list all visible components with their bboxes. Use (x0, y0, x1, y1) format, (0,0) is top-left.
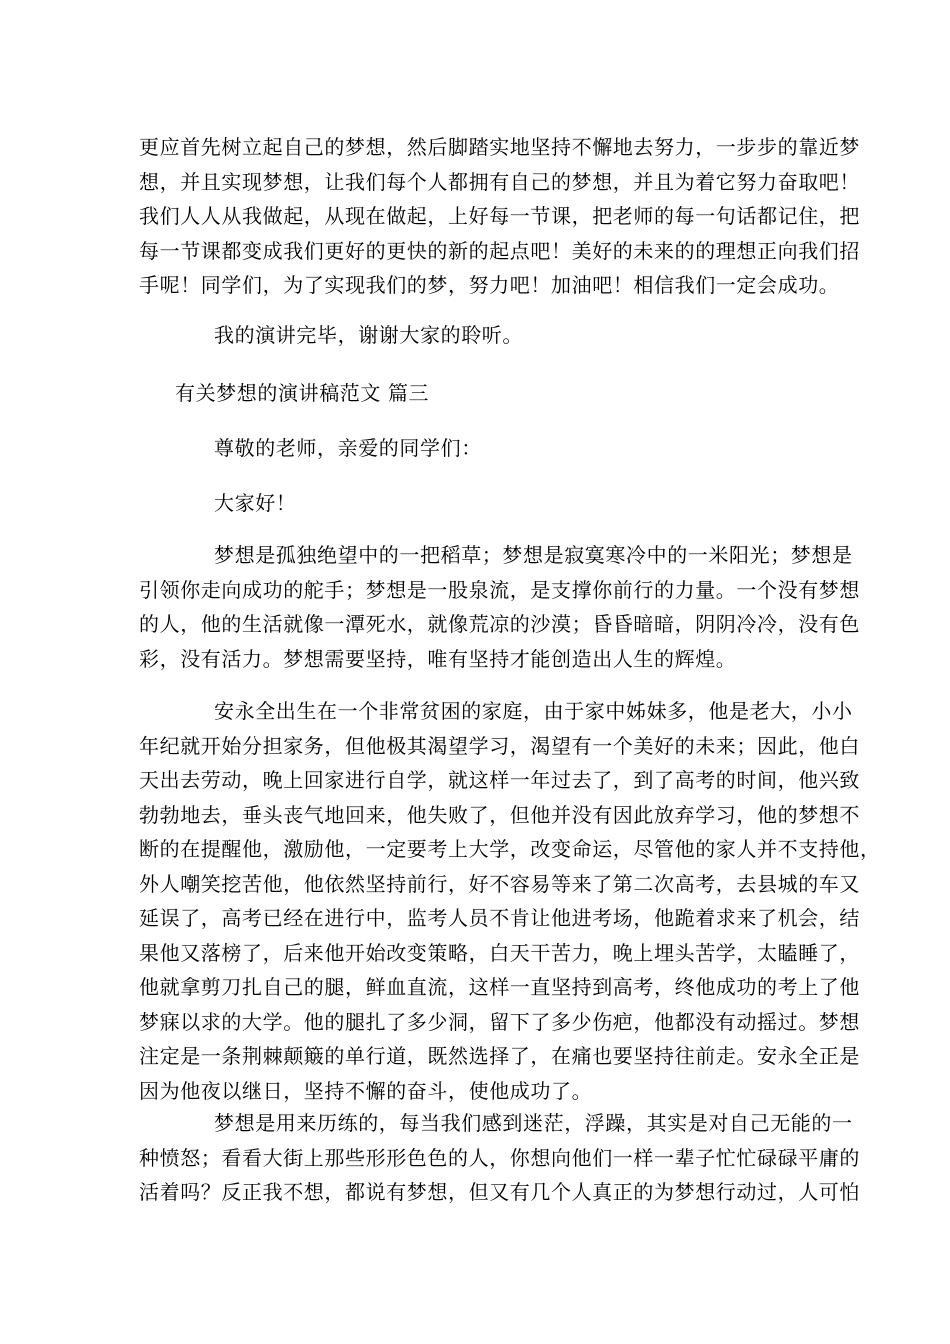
paragraph-line: 注定是一条荆棘颠簸的单行道，既然选择了，在痛也要坚持往前走。安永全正是 (139, 1044, 860, 1068)
paragraph-1 (139, 130, 860, 303)
section-title: 有关梦想的演讲稿范文 篇三 (175, 381, 430, 405)
paragraph-line: 的人，他的生活就像一潭死水，就像荒凉的沙漠；昏昏暗暗，阴阴冷冷，没有色 (139, 612, 860, 636)
paragraph-line: 想，并且实现梦想，让我们每个人都拥有自己的梦想，并且为着它努力奋取吧！ (139, 169, 860, 194)
paragraph-line: 我们人人从我做起，从现在做起，上好每一节课，把老师的每一句话都记住，把 (139, 204, 860, 228)
paragraph-line: 勃勃地去，垂头丧气地回来，他失败了，但他并没有因此放弃学习，他的梦想不 (139, 802, 860, 827)
paragraph-line: 延误了，高考已经在进行中，监考人员不肯让他进考场，他跪着求来了机会，结 (139, 906, 860, 930)
paragraph-line: 外人嘲笑挖苦他，他依然坚持前行，好不容易等来了第二次高考，去县城的车又 (139, 871, 860, 896)
paragraph-line: 梦想是孤独绝望中的一把稻草；梦想是寂寞寒冷中的一米阳光；梦想是 (214, 543, 853, 567)
paragraph-line: 梦想是用来历练的，每当我们感到迷茫，浮躁，其实是对自己无能的一 (214, 1111, 853, 1135)
paragraph-line: 活着吗？反正我不想，都说有梦想，但又有几个人真正的为梦想行动过，人可怕 (139, 1180, 860, 1204)
paragraph-line: 更应首先树立起自己的梦想，然后脚踏实地坚持不懈地去努力，一步步的靠近梦 (139, 135, 860, 159)
paragraph-line: 因为他夜以继日，坚持不懈的奋斗，使他成功了。 (139, 1078, 593, 1103)
paragraph-line: 手呢！同学们，为了实现我们的梦，努力吧！加油吧！相信我们一定会成功。 (139, 273, 840, 297)
greeting: 大家好！ (214, 491, 297, 515)
paragraph-3 (139, 694, 881, 1108)
paragraph-line: 断的在提醒他，激励他，一定要考上大学，改变命运，尽管他的家人并不支持他， (139, 837, 881, 861)
paragraph-line: 每一节课都变成我们更好的更快的新的起点吧！美好的未来的的理想正向我们招 (139, 238, 860, 263)
paragraph-line: 引领你走向成功的舵手；梦想是一股泉流，是支撑你前行的力量。一个没有梦想 (139, 577, 860, 602)
paragraph-line: 安永全出生在一个非常贫困的家庭，由于家中姊妹多，他是老大，小小 (214, 699, 853, 723)
paragraph-line: 种愤怒；看看大街上那些形形色色的人，你想向他们一样一辈子忙忙碌碌平庸的 (139, 1145, 860, 1170)
paragraph-line: 彩，没有活力。梦想需要坚持，唯有坚持才能创造出人生的辉煌。 (139, 646, 737, 671)
salutation: 尊敬的老师，亲爱的同学们： (214, 436, 482, 460)
paragraph-line: 他就拿剪刀扎自己的腿，鲜血直流，这样一直坚持到高考，终他成功的考上了他 (139, 975, 860, 999)
paragraph-line: 天出去劳动，晚上回家进行自学，就这样一年过去了，到了高考的时间，他兴致 (139, 768, 860, 792)
closing-remark: 我的演讲完毕，谢谢大家的聆听。 (214, 323, 523, 347)
paragraph-4 (139, 1106, 860, 1210)
paragraph-line: 梦寐以求的大学。他的腿扎了多少洞，留下了多少伤疤，他都没有动摇过。梦想 (139, 1009, 860, 1034)
paragraph-line: 果他又落榜了，后来他开始改变策略，白天干苦力，晚上埋头苦学，太瞌睡了， (139, 940, 860, 965)
paragraph-2 (139, 538, 860, 676)
paragraph-line: 年纪就开始分担家务，但他极其渴望学习，渴望有一个美好的未来；因此，他白 (139, 733, 860, 758)
